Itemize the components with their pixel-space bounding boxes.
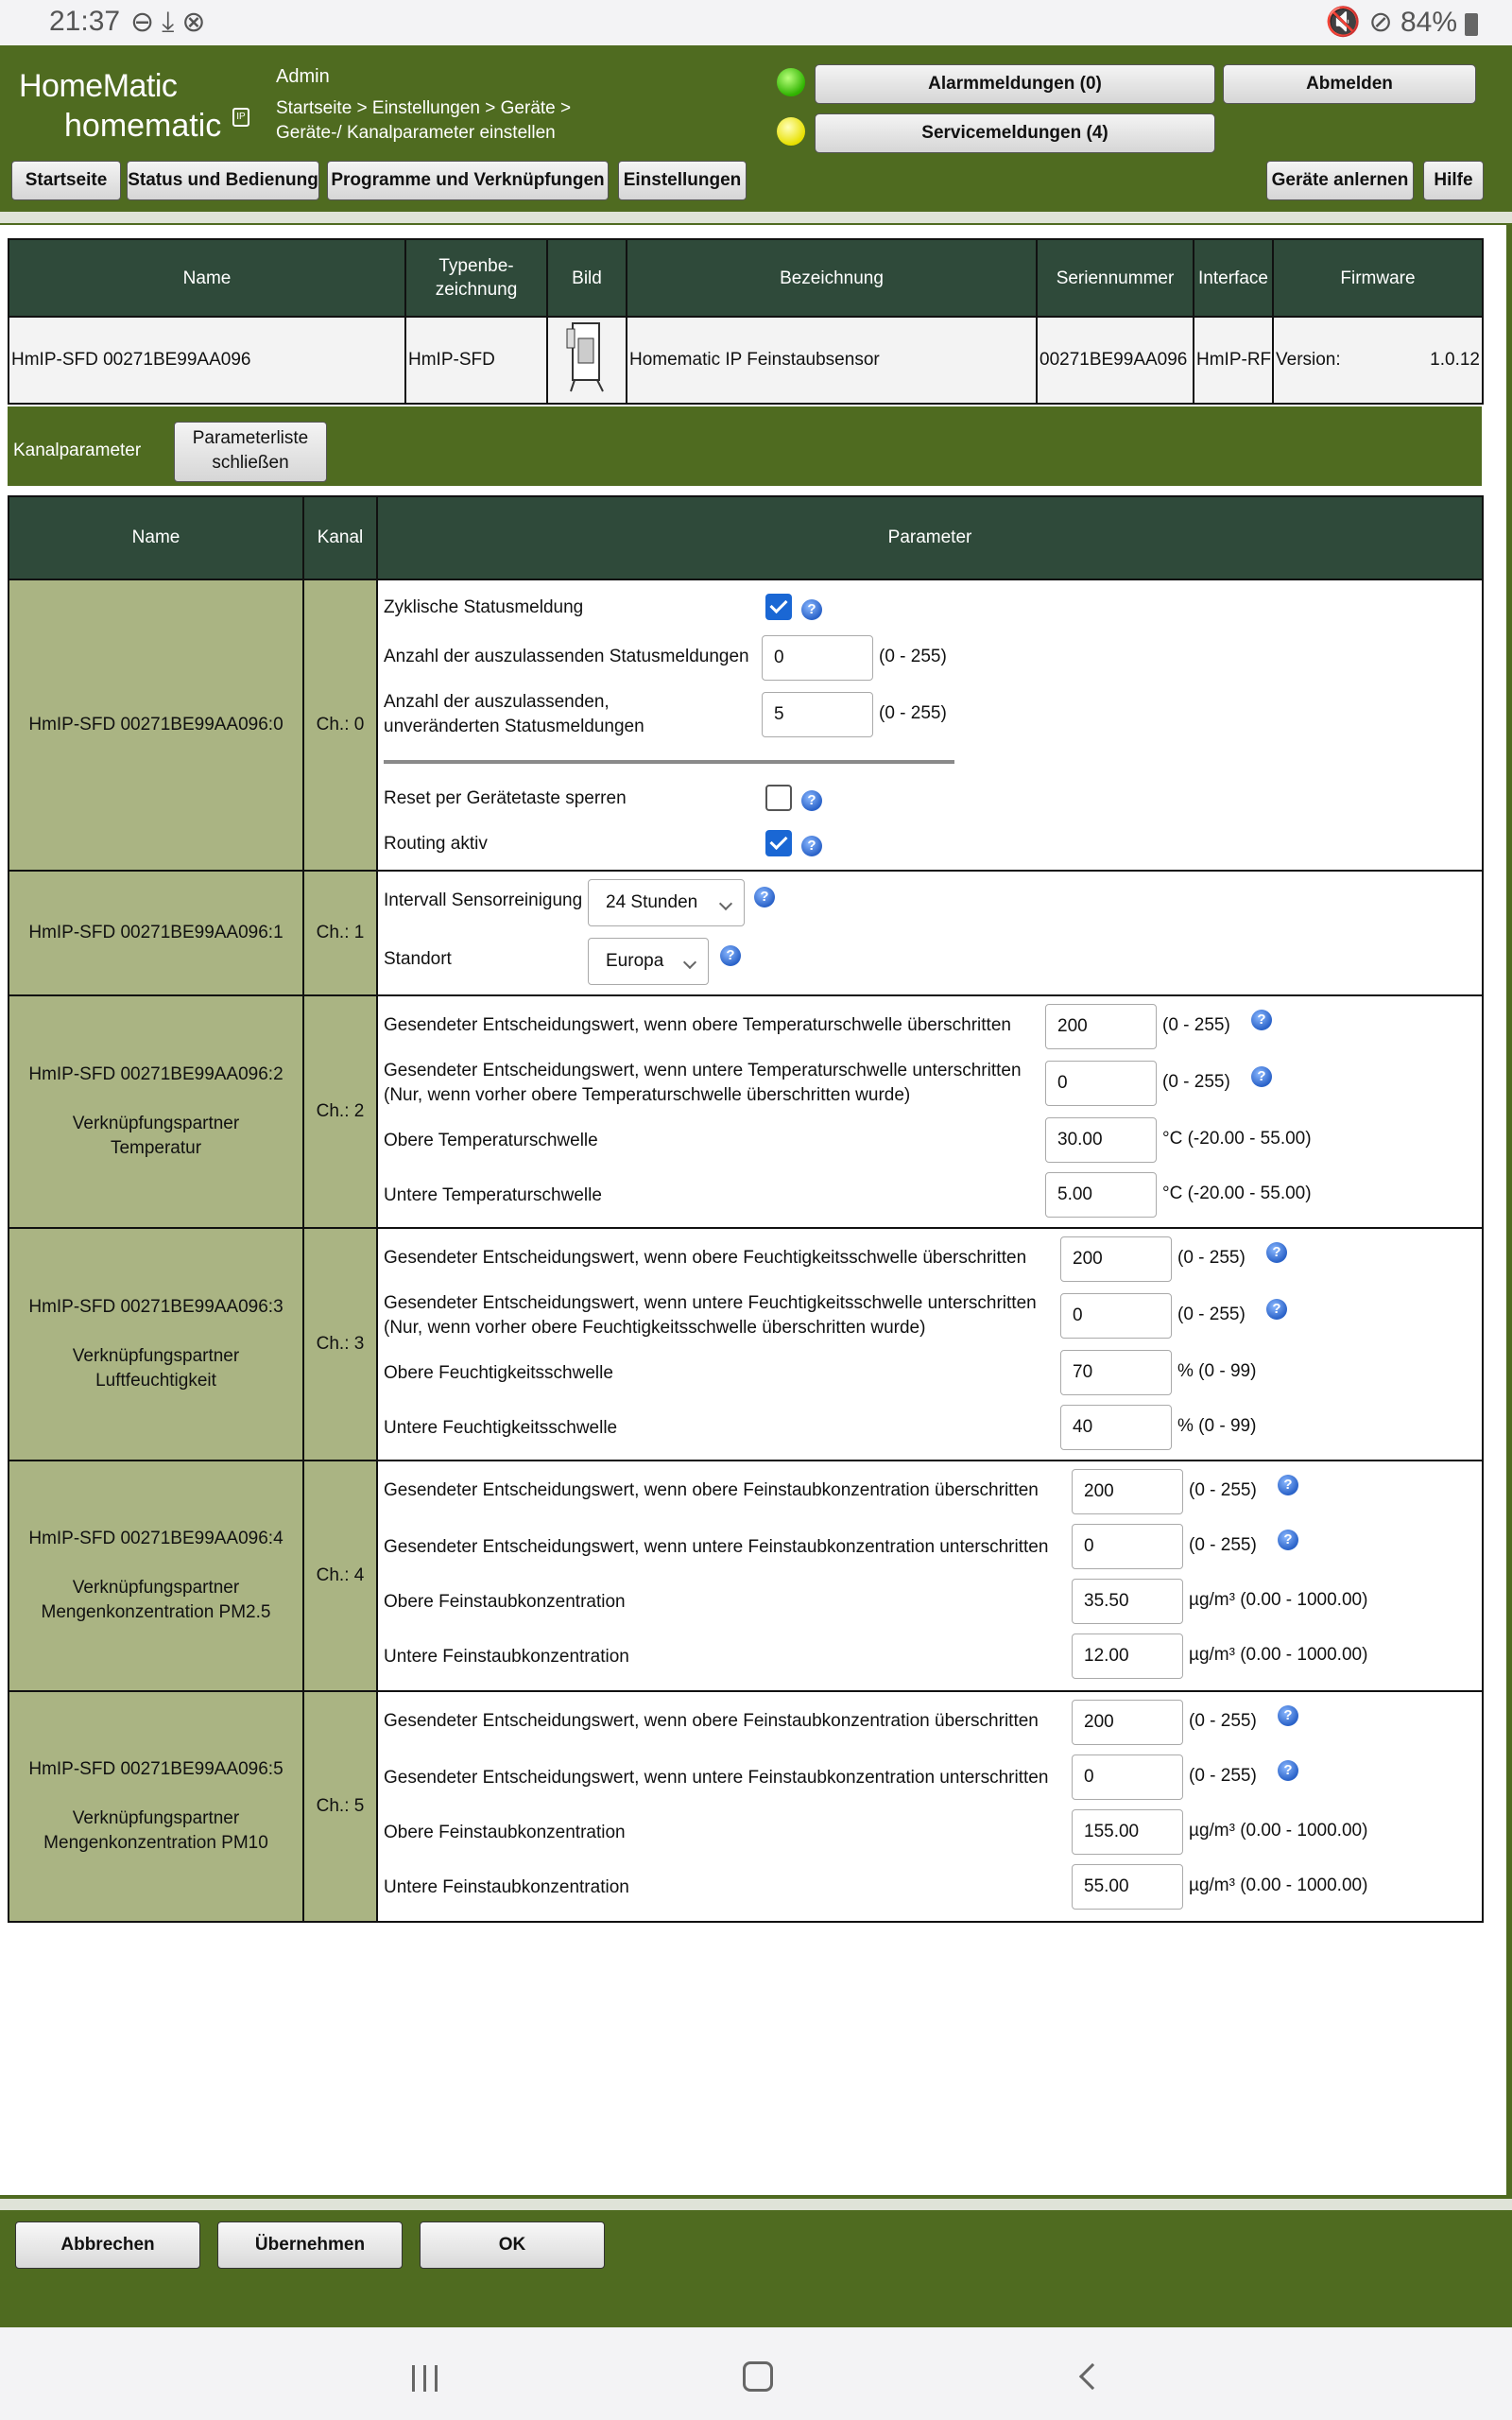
param-input[interactable]: 200 <box>1060 1236 1172 1282</box>
param-label: Intervall Sensorreinigung <box>384 890 583 910</box>
device-type: HmIP-SFD <box>405 317 547 404</box>
channel-number: Ch.: 3 <box>303 1228 377 1461</box>
nav-status[interactable]: Status und Bedienung <box>127 161 319 200</box>
col-firmware: Firmware <box>1273 239 1483 317</box>
table-row <box>9 1691 1483 1922</box>
param-range: (0 - 255) <box>879 647 947 666</box>
home-icon[interactable] <box>743 2361 773 2392</box>
nav-start[interactable]: Startseite <box>11 161 121 200</box>
table-row <box>9 995 1483 1228</box>
homematic-logo: HomeMatic <box>19 68 178 104</box>
back-icon[interactable] <box>1079 2363 1106 2390</box>
param-input[interactable]: 155.00 <box>1072 1809 1183 1855</box>
channel-params <box>377 1691 1483 1922</box>
device-image <box>547 317 627 404</box>
param-label: Anzahl der auszulassenden, <box>384 692 610 712</box>
param-label: Untere Temperaturschwelle <box>384 1185 602 1205</box>
param-label: Anzahl der auszulassenden Statusmeldungen <box>384 647 749 666</box>
param-range: °C (-20.00 - 55.00) <box>1162 1184 1312 1203</box>
separator <box>0 2199 1512 2210</box>
param-input[interactable]: 5.00 <box>1045 1172 1157 1218</box>
channel-params <box>377 995 1483 1228</box>
param-range: (0 - 255) <box>1162 1015 1230 1035</box>
param-label: Obere Feinstaubkonzentration <box>384 1592 626 1612</box>
table-row <box>9 579 1483 871</box>
sensor-device-icon <box>561 320 612 395</box>
ok-button[interactable]: OK <box>420 2221 605 2269</box>
param-label: (Nur, wenn vorher obere Temperaturschwelle überschritten wurde) <box>384 1085 911 1105</box>
param-label: Gesendeter Entscheidungswert, wenn untere Feuchtigkeitsschwelle unterschritten <box>384 1293 1037 1313</box>
device-table <box>8 238 1484 405</box>
param-input[interactable]: 0 <box>1045 1061 1157 1106</box>
channel-parameter-bar <box>8 406 1482 486</box>
param-label: Obere Temperaturschwelle <box>384 1131 598 1150</box>
help-icon[interactable]: ? <box>1278 1530 1298 1550</box>
param-range: °C (-20.00 - 55.00) <box>1162 1129 1312 1149</box>
col-interface: Interface <box>1194 239 1273 317</box>
param-label: Gesendeter Entscheidungswert, wenn obere Feuchtigkeitsschwelle überschritten <box>384 1248 1027 1268</box>
param-range: (0 - 255) <box>1189 1766 1257 1786</box>
param-input[interactable]: 40 <box>1060 1405 1172 1450</box>
help-icon[interactable]: ? <box>801 599 822 620</box>
channel-params <box>377 1461 1483 1691</box>
channel-name: HmIP-SFD 00271BE99AA096:2 Verknüpfungspartner Temperatur <box>9 995 303 1228</box>
separator <box>0 212 1512 223</box>
param-range: % (0 - 99) <box>1177 1416 1257 1436</box>
service-status-light-icon <box>777 117 805 146</box>
channel-number: Ch.: 2 <box>303 995 377 1228</box>
channel-name: HmIP-SFD 00271BE99AA096:5 Verknüpfungspartner Mengenkonzentration PM10 <box>9 1691 303 1922</box>
col-param-name: Name <box>9 496 303 579</box>
interval-select[interactable]: 24 Stunden <box>588 879 745 926</box>
param-label: Gesendeter Entscheidungswert, wenn untere Temperaturschwelle unterschritten <box>384 1061 1022 1080</box>
help-icon[interactable]: ? <box>1278 1475 1298 1495</box>
chevron-down-icon <box>719 897 732 910</box>
cancel-button[interactable]: Abbrechen <box>15 2221 200 2269</box>
nav-settings[interactable]: Einstellungen <box>618 161 747 200</box>
battery-icon <box>1465 13 1478 36</box>
channel-number: Ch.: 5 <box>303 1691 377 1922</box>
help-icon[interactable]: ? <box>1251 1010 1272 1030</box>
col-image: Bild <box>547 239 627 317</box>
col-name: Name <box>9 239 405 317</box>
param-input[interactable]: 30.00 <box>1045 1117 1157 1163</box>
channel-number: Ch.: 4 <box>303 1461 377 1691</box>
col-type: Typenbe-zeichnung <box>405 239 547 317</box>
clock: 21:37 <box>49 6 121 37</box>
param-input[interactable]: 0 <box>1072 1754 1183 1800</box>
notification-icons: ⊖⤓⊗ <box>130 7 214 38</box>
param-range: (0 - 255) <box>1177 1305 1246 1324</box>
param-range: µg/m³ (0.00 - 1000.00) <box>1189 1645 1368 1665</box>
param-label: Routing aktiv <box>384 834 488 854</box>
skip-status-input[interactable]: 0 <box>762 635 873 681</box>
nav-programs[interactable]: Programme und Verknüpfungen <box>327 161 609 200</box>
param-input[interactable]: 0 <box>1060 1293 1172 1339</box>
param-label: Gesendeter Entscheidungswert, wenn untere Feinstaubkonzentration unterschritten <box>384 1537 1049 1557</box>
alarm-messages-button[interactable]: Alarmmeldungen (0) <box>815 64 1215 104</box>
channel-params <box>377 579 1483 871</box>
logout-button[interactable]: Abmelden <box>1223 64 1476 104</box>
param-range: µg/m³ (0.00 - 1000.00) <box>1189 1821 1368 1841</box>
param-range: (0 - 255) <box>879 703 947 723</box>
param-range: (0 - 255) <box>1189 1480 1257 1500</box>
help-icon[interactable]: ? <box>720 945 741 966</box>
help-icon[interactable]: ? <box>754 887 775 908</box>
param-label: Reset per Gerätetaste sperren <box>384 788 627 808</box>
device-name: HmIP-SFD 00271BE99AA096 <box>9 317 405 404</box>
device-interface: HmIP-RF <box>1194 317 1273 404</box>
param-label: (Nur, wenn vorher obere Feuchtigkeitsschwelle überschritten wurde) <box>384 1318 926 1338</box>
param-input[interactable]: 70 <box>1060 1350 1172 1395</box>
col-param-channel: Kanal <box>303 496 377 579</box>
param-label: Untere Feinstaubkonzentration <box>384 1647 629 1667</box>
help-icon[interactable]: ? <box>801 790 822 811</box>
device-firmware: Version: 1.0.12 <box>1273 317 1483 404</box>
android-navigation-bar <box>0 2327 1512 2420</box>
channel-name: HmIP-SFD 00271BE99AA096:3 Verknüpfungspartner Luftfeuchtigkeit <box>9 1228 303 1461</box>
param-label: Obere Feuchtigkeitsschwelle <box>384 1363 613 1383</box>
breadcrumb: Startseite > Einstellungen > Geräte > Geräte-/ Kanalparameter einstellen <box>276 98 572 143</box>
table-row <box>9 317 1483 404</box>
app-header <box>0 45 1512 212</box>
param-range: (0 - 255) <box>1189 1711 1257 1731</box>
device-label: Homematic IP Feinstaubsensor <box>627 317 1037 404</box>
param-label: Obere Feinstaubkonzentration <box>384 1823 626 1842</box>
param-range: (0 - 255) <box>1162 1072 1230 1092</box>
service-messages-button[interactable]: Servicemeldungen (4) <box>815 113 1215 153</box>
channel-number: Ch.: 1 <box>303 871 377 995</box>
param-input[interactable]: 0 <box>1072 1524 1183 1569</box>
nav-help[interactable]: Hilfe <box>1423 161 1484 200</box>
param-input[interactable]: 35.50 <box>1072 1579 1183 1624</box>
table-row <box>9 1228 1483 1461</box>
routing-checkbox[interactable] <box>765 830 792 856</box>
device-serial: 00271BE99AA096 <box>1037 317 1194 404</box>
table-row <box>9 1461 1483 1691</box>
alarm-status-light-icon <box>777 68 805 96</box>
col-label: Bezeichnung <box>627 239 1037 317</box>
parameter-table <box>8 495 1484 1923</box>
nav-teach-devices[interactable]: Geräte anlernen <box>1266 161 1414 200</box>
help-icon[interactable]: ? <box>1251 1066 1272 1087</box>
param-input[interactable]: 200 <box>1072 1469 1183 1514</box>
param-range: (0 - 255) <box>1189 1535 1257 1555</box>
channel-params <box>377 871 1483 995</box>
param-input[interactable]: 12.00 <box>1072 1634 1183 1679</box>
system-status-bar <box>0 0 1512 45</box>
channel-name: HmIP-SFD 00271BE99AA096:1 <box>9 871 303 995</box>
divider <box>384 760 954 764</box>
col-serial: Seriennummer <box>1037 239 1194 317</box>
param-range: µg/m³ (0.00 - 1000.00) <box>1189 1876 1368 1895</box>
param-input[interactable]: 55.00 <box>1072 1864 1183 1910</box>
current-user: Admin <box>276 66 330 87</box>
param-label: Untere Feinstaubkonzentration <box>384 1877 629 1897</box>
apply-button[interactable]: Übernehmen <box>217 2221 403 2269</box>
channel-number: Ch.: 0 <box>303 579 377 871</box>
help-icon[interactable]: ? <box>1266 1299 1287 1320</box>
homematic-ip-logo: homematic <box>64 108 222 144</box>
param-label: Gesendeter Entscheidungswert, wenn obere Feinstaubkonzentration überschritten <box>384 1480 1039 1500</box>
param-label: unveränderten Statusmeldungen <box>384 717 644 736</box>
col-param-parameter: Parameter <box>377 496 1483 579</box>
close-parameter-list-button[interactable]: Parameterliste schließen <box>174 422 327 482</box>
help-icon[interactable]: ? <box>1278 1705 1298 1726</box>
param-input[interactable]: 200 <box>1072 1700 1183 1745</box>
table-row <box>9 871 1483 995</box>
param-label: Gesendeter Entscheidungswert, wenn obere Feinstaubkonzentration überschritten <box>384 1711 1039 1731</box>
help-icon[interactable]: ? <box>1266 1242 1287 1263</box>
channel-params <box>377 1228 1483 1461</box>
reset-lock-checkbox[interactable] <box>765 785 792 811</box>
battery-level: 🔇 ⊘ 84% <box>1325 7 1457 38</box>
param-range: µg/m³ (0.00 - 1000.00) <box>1189 1590 1368 1610</box>
param-range: % (0 - 99) <box>1177 1361 1257 1381</box>
param-label: Gesendeter Entscheidungswert, wenn obere Temperaturschwelle überschritten <box>384 1015 1011 1035</box>
skip-unchanged-input[interactable]: 5 <box>762 692 873 737</box>
help-icon[interactable]: ? <box>801 836 822 856</box>
param-input[interactable]: 200 <box>1045 1004 1157 1049</box>
location-select[interactable]: Europa <box>588 938 709 985</box>
cyclic-status-checkbox[interactable] <box>765 594 792 620</box>
ip-badge-icon: IP <box>232 108 249 127</box>
help-icon[interactable]: ? <box>1278 1760 1298 1781</box>
channel-name: HmIP-SFD 00271BE99AA096:0 <box>9 579 303 871</box>
param-label: Zyklische Statusmeldung <box>384 597 584 617</box>
recent-apps-icon[interactable] <box>412 2365 442 2392</box>
param-label: Gesendeter Entscheidungswert, wenn untere Feinstaubkonzentration unterschritten <box>384 1768 1049 1788</box>
param-label: Untere Feuchtigkeitsschwelle <box>384 1418 618 1438</box>
param-label: Standort <box>384 949 452 969</box>
chevron-down-icon <box>683 956 696 969</box>
channel-name: HmIP-SFD 00271BE99AA096:4 Verknüpfungspartner Mengenkonzentration PM2.5 <box>9 1461 303 1691</box>
kanalparameter-label: Kanalparameter <box>13 441 142 460</box>
param-range: (0 - 255) <box>1177 1248 1246 1268</box>
